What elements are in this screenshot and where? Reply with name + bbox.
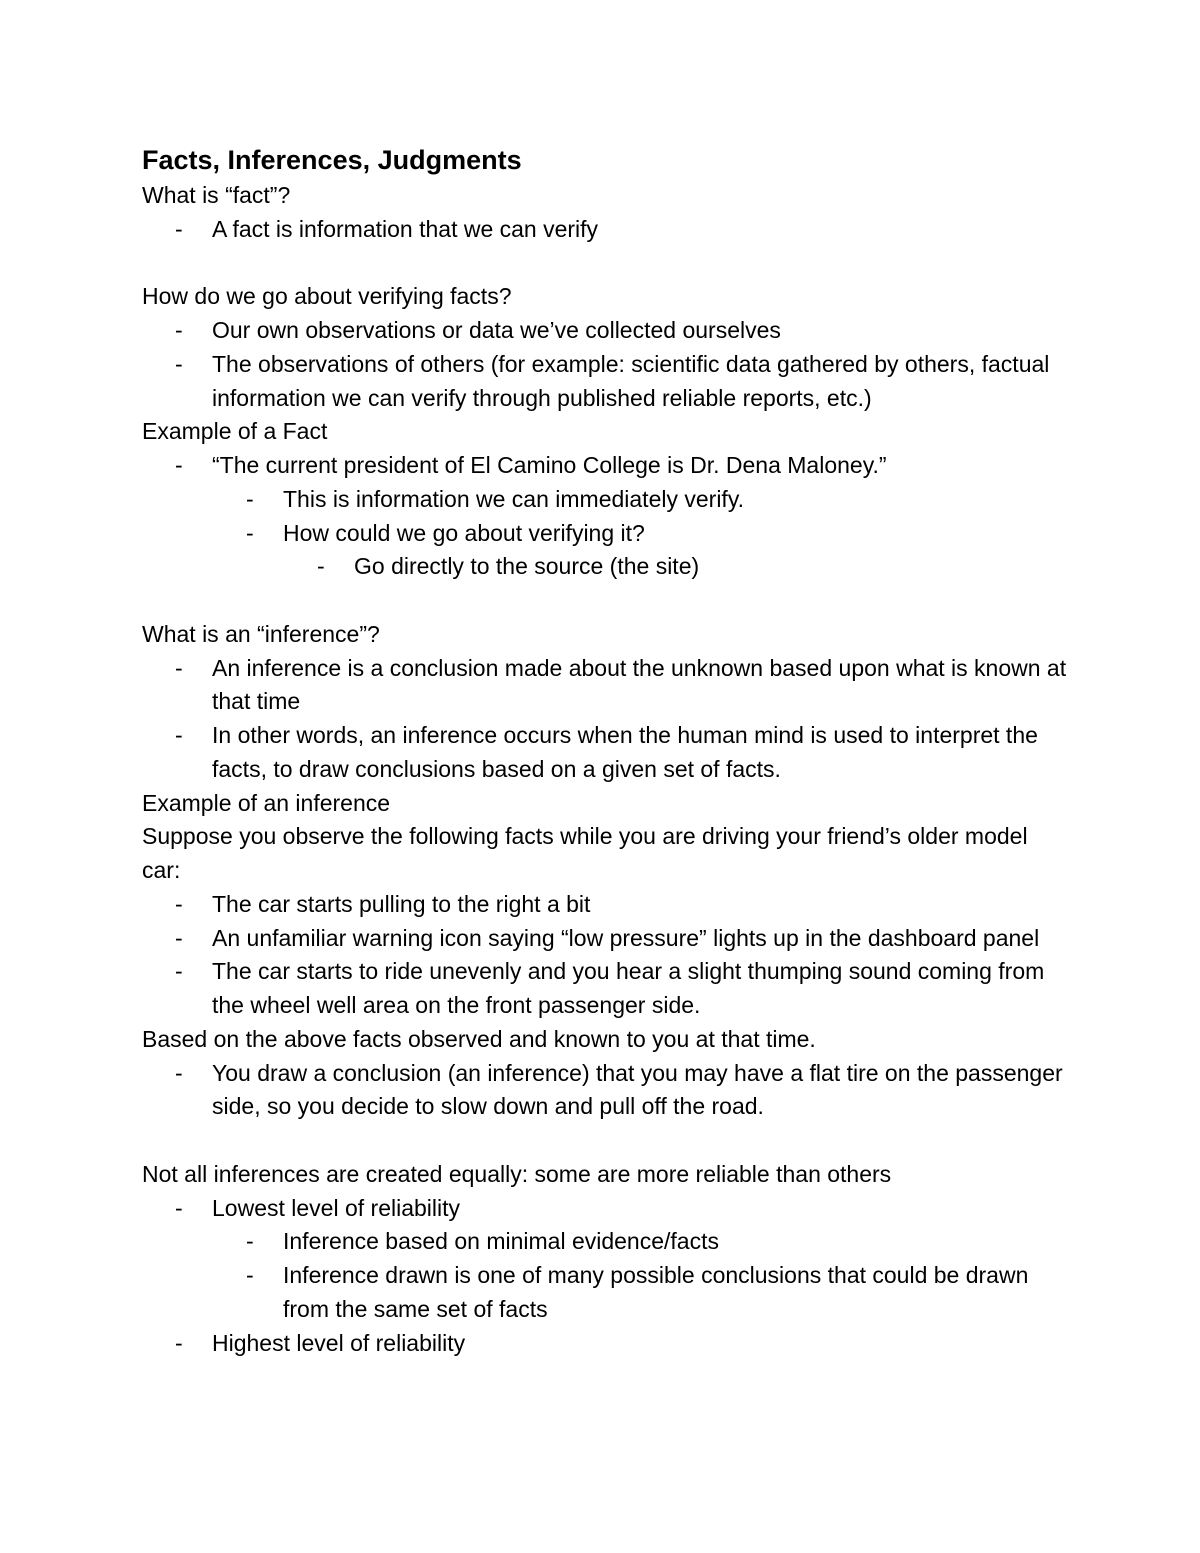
bullet-dash: - [175, 722, 183, 748]
list-item-text: The observations of others (for example: scientific data gathered by others, factual information we can verify through published reliable reports, etc.) [212, 350, 1050, 411]
blank-line [142, 247, 1072, 281]
paragraph: What is “fact”? [142, 182, 291, 208]
list-item-text: An unfamiliar warning icon saying “low pressure” lights up in the dashboard panel [212, 924, 1040, 951]
list-item-level-1 [142, 1192, 1072, 1226]
blank-line [142, 1124, 1072, 1158]
bullet-dash: - [175, 654, 183, 681]
bullet-dash: - [246, 1228, 254, 1255]
paragraph: Example of an inference [142, 789, 391, 816]
bullet-dash: - [175, 1329, 183, 1356]
list-item-text: “The current president of El Camino College is Dr. Dena Maloney.” [212, 452, 887, 478]
list-item-level-2 [142, 1259, 1072, 1327]
list-item-level-1 [142, 213, 1072, 247]
list-item-level-2 [142, 483, 1072, 517]
document-body [142, 179, 1072, 1360]
bullet-dash: - [175, 317, 183, 343]
list-item-text: This is information we can immediately verify. [283, 485, 744, 512]
bullet-dash: - [175, 1194, 183, 1221]
list-item-level-1 [142, 449, 1072, 483]
bullet-dash: - [175, 890, 183, 917]
list-item-level-1 [142, 348, 1072, 416]
document-title: Facts, Inferences, Judgments [142, 145, 522, 175]
blank-line [142, 584, 1072, 618]
list-item-level-1 [142, 1327, 1072, 1361]
bullet-dash: - [246, 485, 254, 512]
list-item-level-1 [142, 719, 1072, 787]
list-item-text: In other words, an inference occurs when the human mind is used to interpret the facts, to draw conclusions based on a given set of facts. [212, 722, 1038, 782]
list-item-text: A fact is information that we can verify [212, 215, 599, 242]
list-item-text: Inference based on minimal evidence/facts [283, 1228, 719, 1255]
list-item-text: How could we go about verifying it? [283, 519, 645, 546]
list-item-level-1 [142, 922, 1072, 956]
list-item-text: The car starts pulling to the right a bit [212, 890, 591, 917]
bullet-dash: - [175, 350, 183, 377]
list-item-level-1 [142, 955, 1072, 1023]
paragraph: Not all inferences are created equally: some are more reliable than others [142, 1160, 892, 1187]
list-item-level-3 [142, 550, 1072, 584]
bullet-dash: - [317, 553, 325, 580]
bullet-dash: - [246, 1262, 254, 1288]
list-item-level-1 [142, 1057, 1072, 1125]
bullet-dash: - [175, 958, 183, 985]
list-item-text: Go directly to the source (the site) [354, 553, 700, 580]
list-item-level-2 [142, 1225, 1072, 1259]
list-item-level-1 [142, 314, 1072, 348]
list-item-text: An inference is a conclusion made about the unknown based upon what is known at that time [212, 654, 1067, 715]
bullet-dash: - [175, 1059, 183, 1086]
list-item-text: You draw a conclusion (an inference) that you may have a flat tire on the passenger side, so you decide to slow down and pull off the road. [212, 1059, 1063, 1120]
paragraph: Suppose you observe the following facts while you are driving your friend’s older model car: [142, 823, 1028, 883]
list-item-text: The car starts to ride unevenly and you hear a slight thumping sound coming from the wheel well area on the front passenger side. [212, 958, 1045, 1018]
bullet-dash: - [175, 452, 183, 478]
paragraph: Based on the above facts observed and known to you at that time. [142, 1025, 816, 1052]
bullet-dash: - [246, 519, 254, 546]
paragraph: How do we go about verifying facts? [142, 283, 512, 310]
list-item-level-1 [142, 888, 1072, 922]
list-item-text: Our own observations or data we’ve collected ourselves [212, 317, 781, 343]
list-item-text: Inference drawn is one of many possible conclusions that could be drawn from the same set of facts [283, 1262, 1029, 1322]
list-item-level-2 [142, 517, 1072, 551]
bullet-dash: - [175, 215, 183, 242]
list-item-text: Lowest level of reliability [212, 1194, 461, 1221]
list-item-text: Highest level of reliability [212, 1329, 466, 1356]
paragraph: What is an “inference”? [142, 620, 380, 647]
list-item-level-1 [142, 652, 1072, 720]
bullet-dash: - [175, 924, 183, 951]
paragraph: Example of a Fact [142, 418, 328, 445]
